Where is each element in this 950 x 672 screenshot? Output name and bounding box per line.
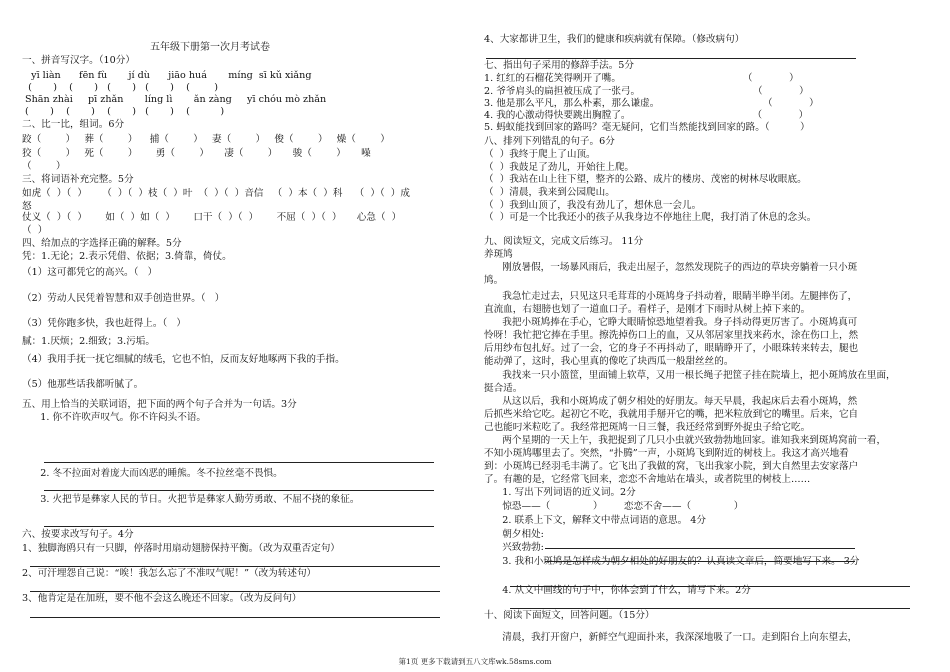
text-line: 我把小斑鸠捧在手心，它睁大眼睛惊恐地望着我。身子抖动得更厉害了。小斑鸠真可: [484, 317, 858, 328]
answer-line: [545, 561, 855, 562]
text-line: 2. 联系上下文，解释文中带点词语的意思。 4分: [484, 515, 706, 526]
answer-line: [486, 58, 856, 59]
text-line: （3）凭你跑多快，我也赶得上。（ ）: [22, 318, 186, 329]
text-line: ( ) ( ) ( ) ( ) ( ): [22, 82, 219, 93]
text-line: 六、按要求改写句子。4分: [22, 529, 134, 540]
text-line: （4）我用手抚一抚它细腻的绒毛，它也不怕，反而友好地啄两下我的手指。: [22, 354, 345, 365]
text-line: 兴致勃勃:: [484, 542, 544, 553]
text-line: 1. 红红的石榴花笑得咧开了嘴。 （ ）: [484, 73, 799, 84]
page-footer: 第1页 更多下载请到五八文库wk.58sms.com: [398, 657, 552, 666]
answer-line: [44, 490, 434, 491]
text-line: 后用纱布包扎好。过了一会，它的身子不再抖动了，眼睛睁开了，小眼珠转来转去，腿也: [484, 343, 859, 354]
text-line: 朝夕相处:: [484, 529, 544, 540]
answer-line: [30, 617, 440, 618]
answer-line: [510, 608, 910, 609]
text-line: 三、将词语补充完整。5分: [22, 174, 134, 185]
text-line: 跤（ ） 葬（ ） 捕（ ） 妻（ ） 俊（ ） 燥（ ）: [22, 134, 390, 145]
text-line: （ ）我站在山上往下望，整齐的公路、成片的楼房、茂密的树林尽收眼底。: [484, 174, 807, 185]
text-line: 清晨，我打开窗户，新鲜空气迎面扑来，我深深地吸了一口。走到阳台上向东望去，: [484, 632, 858, 643]
answer-line: [510, 586, 910, 587]
text-line: 1. 你不许吹声叹气。你不许闷头不语。: [22, 412, 206, 423]
text-line: 直流血，右翅膀也划了一道血口子。看样子，是刚才下雨时从树上掉下来的。: [484, 304, 811, 315]
text-line: 后抓些米给它吃。起初它不吃，我就用手掰开它的嘴，把米粒放到它的嘴里。后来，它自: [484, 409, 859, 420]
text-line: 3. 火把节是彝家人民的节日。火把节是彝家人勤劳勇敢、不屈不挠的象征。: [22, 494, 360, 505]
text-line: Shān zhài pī zhǎn líng lì ǎn zàng yī chóu mò zhǎn: [22, 94, 327, 105]
text-line: 如虎（ ）（ ） （ ）（ ）枝（ ）叶 （ ）（ ）音信 （ ）本（ ）科 （ ）（ ）成: [22, 188, 410, 199]
text-line: 一、拼音写汉字。（10分）: [22, 55, 135, 66]
text-line: 3、他肯定是在加班，要不他不会这么晚还不回家。（改为反问句）: [22, 593, 302, 604]
text-line: 到：小斑鸠已经羽毛丰满了。它飞出了我做的窝，飞出我家小院，到大自然里去安家落户: [484, 461, 859, 472]
text-line: 两个星期的一天上午，我把捉到了几只小虫就兴致勃勃地回家。谁知我来到斑鸠窝前一看，: [484, 435, 887, 446]
exam-title: 五年级下册第一次月考试卷: [150, 42, 270, 53]
text-line: 5. 蚂蚁能找到回家的路吗？毫无疑问，它们当然能找到回家的路。（ ）: [484, 122, 810, 133]
text-line: 挺合适。: [484, 383, 523, 394]
text-line: 怒: [22, 201, 32, 212]
text-line: 不知小斑鸠哪里去了。突然，“扑腾”一声，小斑鸠飞到附近的树枝上。我这才高兴地看: [484, 448, 849, 459]
text-line: 了。有趣的是，它经常飞回来，恋恋不舍地站在墙头，或者院里的树枝上……: [484, 474, 811, 485]
text-line: 十、阅读下面短文，回答问题。（15分）: [484, 610, 655, 621]
text-line: （ ）我终于爬上了山顶。: [484, 149, 596, 160]
answer-line: [30, 566, 440, 567]
text-line: （ ）: [22, 225, 48, 236]
text-line: 惊恐——（ ） 恋恋不舍——（ ）: [484, 501, 744, 512]
text-line: 养斑鸠: [484, 249, 513, 260]
text-line: 4、大家都讲卫生，我们的健康和疾病就有保障。（修改病句）: [484, 34, 745, 45]
text-line: （ ）可是一个比我还小的孩子从我身边不停地往上爬，我打消了休息的念头。: [484, 212, 817, 223]
text-line: 刚放暑假，一场暴风雨后，我走出屋子，忽然发现院子的西边的草块旁躺着一只小斑: [484, 262, 858, 273]
text-line: 己也能叼米粒吃了。我经常把斑鸠一日三餐，我还经常到野外捉虫子给它吃。: [484, 422, 811, 433]
answer-line: [30, 591, 440, 592]
text-line: 我急忙走过去，只见这只毛茸茸的小斑鸠身子抖动着，眼睛半睁半闭。左腿摔伤了，: [484, 291, 858, 302]
text-line: 1. 写出下列词语的近义词。2分: [484, 487, 636, 498]
text-line: yī liàn fēn fù jí dù jiāo huá míng sī kǔ xiǎng: [22, 70, 312, 81]
text-line: 仗义（ ）（ ） 如（ ）如（ ） 口干（ ）（ ） 不屈（ ）（ ） 心急（ ）: [22, 212, 402, 223]
text-line: （ ）: [22, 161, 66, 172]
text-line: 五、用上恰当的关联词语，把下面的两个句子合并为一句话。3分: [22, 399, 297, 410]
text-line: （1）这可都凭它的高兴。（ ）: [22, 267, 158, 278]
answer-line: [44, 526, 434, 527]
text-line: 4. 从文中画线的句子中，你体会到了什么，请写下来。2分: [484, 585, 751, 596]
text-line: 2、可汗埋怨自己说：“唉！我怎么忘了不准叹气呢！”（改为转述句）: [22, 568, 317, 579]
text-line: 2. 爷爷肩头的扁担被压成了一张弓。 （ ）: [484, 86, 809, 97]
text-line: （ ）我鼓足了劲儿，开始往上爬。: [484, 162, 635, 173]
text-line: （ ）我到山顶了，我没有劲儿了，想休息一会儿。: [484, 200, 702, 211]
text-line: （5）他那些话我都听腻了。: [22, 379, 144, 390]
answer-line: [545, 548, 855, 549]
text-line: 凭：1.无论；2.表示凭借、依据；3.倚靠，倚仗。: [22, 251, 232, 262]
text-line: ( ) ( ) ( ) ( ) ( ): [22, 106, 225, 117]
text-line: 3. 他是那么平凡，那么朴素，那么谦虚。 （ ）: [484, 98, 819, 109]
text-line: 我找来一只小篮筐，里面铺上软草，又用一根长绳子把筐子挂在院墙上，把小斑鸠放在里面，: [484, 370, 896, 381]
text-line: 二、比一比，组词。6分: [22, 119, 125, 130]
text-line: 1、独脚海鸥只有一只脚，停落时用扇动翅膀保持平衡。（改为双重否定句）: [22, 543, 340, 554]
text-line: 九、阅读短文，完成文后练习。 11分: [484, 236, 644, 247]
text-line: 七、指出句子采用的修辞手法。5分: [484, 60, 635, 71]
text-line: 4. 我的心激动得快要跳出胸膛了。 （ ）: [484, 110, 809, 121]
text-line: 3. 我和小斑鸠是怎样成为朝夕相处的好朋友的？认真读文章后，简要地写下来。 3分: [484, 556, 860, 567]
text-line: （ ）清晨，我来到公园爬山。: [484, 187, 615, 198]
text-line: 狡（ ） 死（ ） 勇（ ） 凄（ ） 骏（ ） 噪: [22, 148, 371, 159]
text-line: 四、给加点的字选择正确的解释。5分: [22, 238, 182, 249]
text-line: （2）劳动人民凭着智慧和双手创造世界。（ ）: [22, 293, 225, 304]
text-line: 腻：1.厌烦；2.细致；3.污垢。: [22, 336, 155, 347]
text-line: 鸠。: [484, 275, 504, 286]
text-line: 2. 冬不拉面对着庞大而凶恶的睡熊。冬不拉丝毫不畏惧。: [22, 468, 283, 479]
text-line: 怜呀！我忙把它捧在手里。擦洗掉伤口上的血，又从邻居家里找来药水，涂在伤口上，然: [484, 330, 859, 341]
text-line: 八、排列下列错乱的句子。6分: [484, 136, 615, 147]
text-line: 从这以后，我和小斑鸠成了朝夕相处的好朋友。每天早晨，我起床后去看小斑鸠，然: [484, 396, 858, 407]
answer-line: [44, 462, 434, 463]
text-line: 能动弹了，这时，我心里真的像吃了块西瓜一般甜丝丝的。: [484, 356, 734, 367]
